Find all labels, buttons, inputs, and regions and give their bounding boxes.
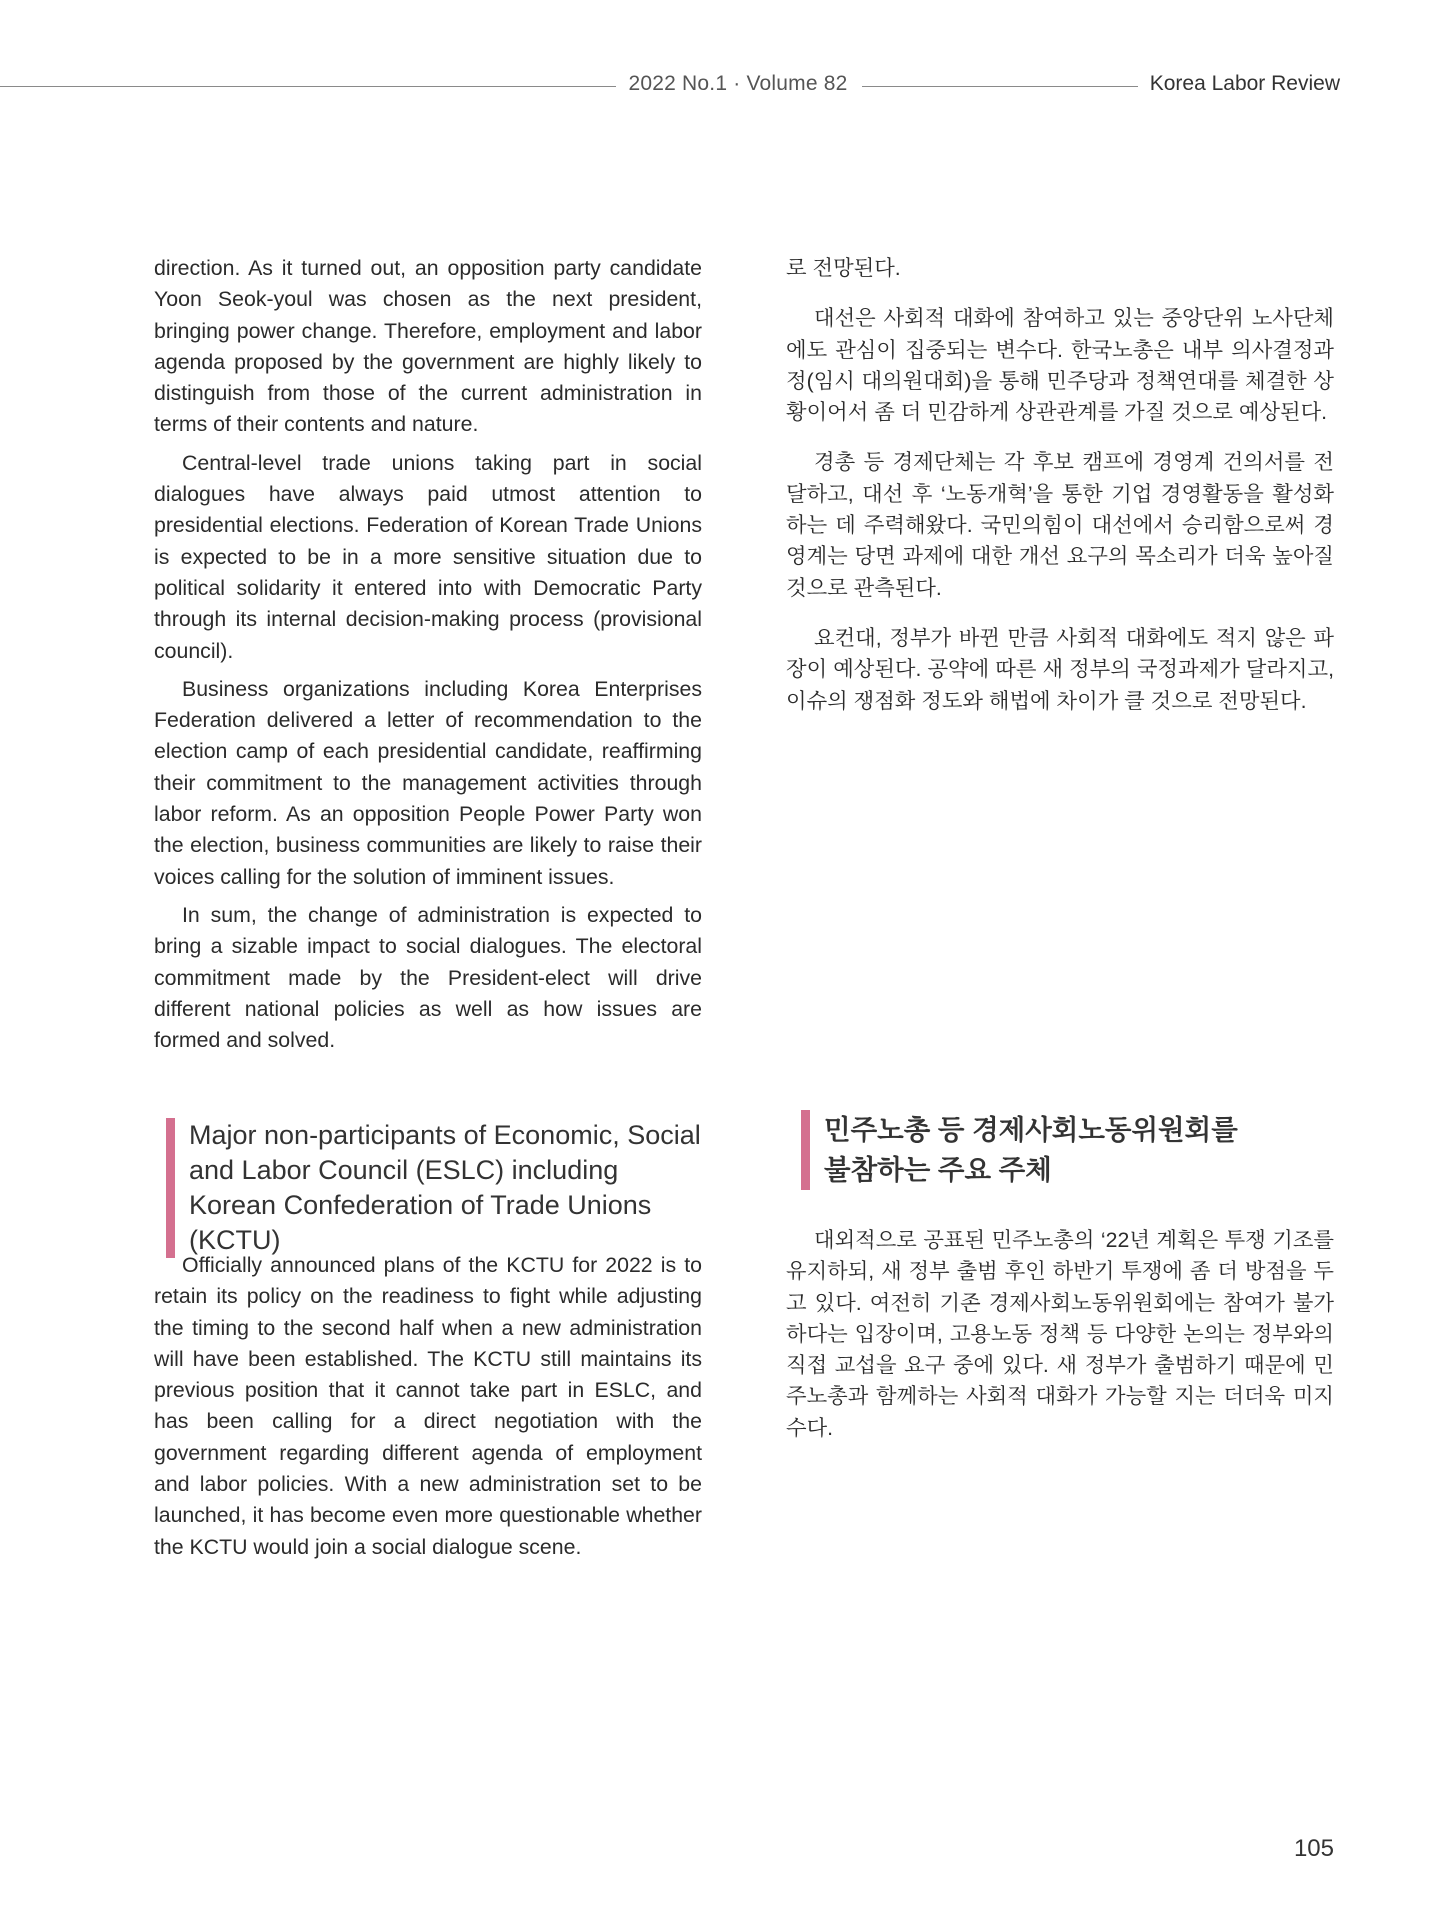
- english-section-heading: [166, 1118, 709, 1258]
- korean-section-heading: [801, 1110, 1344, 1190]
- english-section-heading-text: Major non-participants of Economic, Social and Labor Council (ESLC) including Korean Confederation of Trade Unions (KCTU): [189, 1120, 701, 1255]
- korean-section-heading-line1: 민주노총 등 경제사회노동위원회를: [824, 1114, 1238, 1145]
- english-section-paragraph: Officially announced plans of the KCTU for 2022 is to retain its policy on the readiness to fight while adjusting the timing to the second half when a new administration will have been established. The KCTU still maintains its previous position that it cannot take part in ESLC, and has been calling for a direct negotiation with the government regarding different agenda of employment and labor policies. With a new administration set to be launched, it has become even more questionable whether the KCTU would join a social dialogue scene.: [154, 1253, 702, 1559]
- korean-paragraph-3: 경총 등 경제단체는 각 후보 캠프에 경영계 건의서를 전달하고, 대선 후 ‘노동개혁’을 통한 기업 경영활동을 활성화하는 데 주력해왔다. 국민의힘이 대선에서 승리함으로써 경영계는 당면 과제에 대한 개선 요구의 목소리가 더욱 높아질 것으로 관측된다.: [786, 450, 1334, 600]
- english-paragraph-2: Central-level trade unions taking part in social dialogues have always paid utmost attention to presidential elections. Federation of Korean Trade Unions is expected to be in a more sensitive situation due to political solidarity it entered into with Democratic Party through its internal decision-making process (provisional council).: [154, 450, 702, 663]
- english-paragraph-4: In sum, the change of administration is expected to bring a sizable impact to social dialogues. The electoral commitment made by the President-elect will drive different national policies as well as how issues are formed and solved.: [154, 902, 702, 1053]
- page-number: 105: [1293, 1835, 1334, 1862]
- header-rule-left: [0, 86, 616, 87]
- english-column: [154, 253, 702, 1063]
- korean-paragraph-2: 대선은 사회적 대화에 참여하고 있는 중앙단위 노사단체에도 관심이 집중되는 변수다. 한국노총은 내부 의사결정과정(임시 대의원대회)을 통해 민주당과 정책연대를 체결한 상황이어서 좀 더 민감하게 상관관계를 가질 것으로 예상된다.: [786, 306, 1334, 425]
- page-header: [0, 0, 1431, 120]
- journal-title: Korea Labor Review: [1149, 72, 1340, 95]
- korean-section-body: [786, 1225, 1334, 1463]
- english-paragraph-3: Business organizations including Korea Enterprises Federation delivered a letter of recommendation to the election camp of each presidential candidate, reaffirming their commitment to the management activities through labor reform. As an opposition People Power Party won the election, business communities are likely to raise their voices calling for the solution of imminent issues.: [154, 676, 702, 889]
- korean-paragraph-4: 요컨대, 정부가 바뀐 만큼 사회적 대화에도 적지 않은 파장이 예상된다. 공약에 따른 새 정부의 국정과제가 달라지고, 이슈의 쟁점화 정도와 해법에 차이가 클 것으로 전망된다.: [786, 625, 1334, 713]
- english-paragraph-1: direction. As it turned out, an opposition party candidate Yoon Seok-youl was chosen as the next president, bringing power change. Therefore, employment and labor agenda proposed by the government are highly likely to distinguish from those of the current administration in terms of their contents and nature.: [154, 256, 702, 437]
- korean-column: [786, 253, 1334, 736]
- korean-section-paragraph: 대외적으로 공표된 민주노총의 ‘22년 계획은 투쟁 기조를 유지하되, 새 정부 출범 후인 하반기 투쟁에 좀 더 방점을 두고 있다. 여전히 기존 경제사회노동위원회에는 참여가 불가하다는 입장이며, 고용노동 정책 등 다양한 논의는 정부와의 직접 교섭을 요구 중에 있다. 새 정부가 출범하기 때문에 민주노총과 함께하는 사회적 대화가 가능할 지는 더더욱 미지수다.: [786, 1228, 1334, 1440]
- korean-section-heading-line2: 불참하는 주요 주체: [824, 1154, 1052, 1185]
- issue-label: 2022 No.1 · Volume 82: [628, 72, 848, 95]
- english-section-body: [154, 1250, 702, 1570]
- header-rule-right: [862, 86, 1138, 87]
- korean-paragraph-1: 로 전망된다.: [786, 256, 901, 280]
